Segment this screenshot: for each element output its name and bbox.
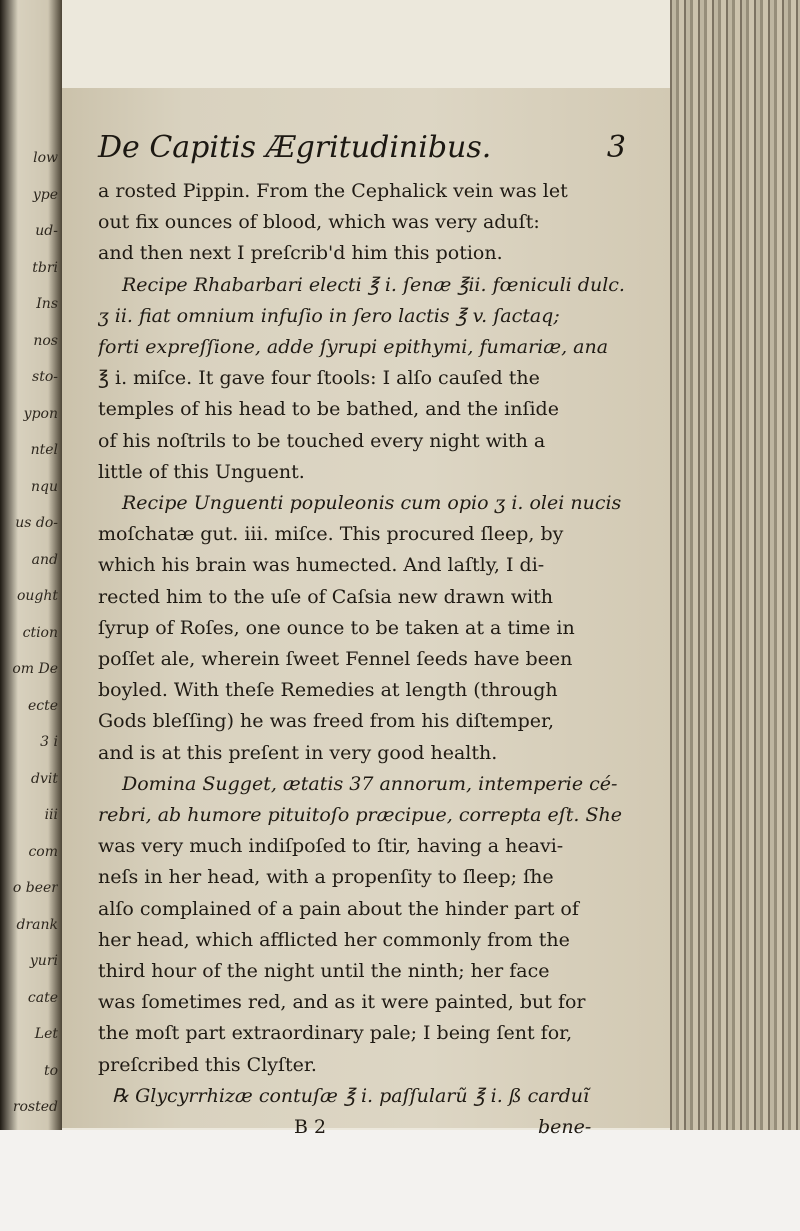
page-stack-edge [670,0,800,1130]
text-line: moſchatæ gut. iii. miſce. This procured ſleep, by [98,523,564,546]
recipe-line: ℞ Glycyrrhizæ contuſæ ℥ i. paſſularũ ℥ i. ß carduĩ [112,1084,590,1107]
case-heading-line: Domina Sugget, ætatis 37 annorum, intemperie cé- [122,772,618,795]
text-line: third hour of the night until the ninth; her face [98,960,550,983]
text-line: was ſometimes red, and as it were painted, but for [98,991,586,1014]
page-footer [98,1112,660,1143]
facing-page-fragment: and [31,551,58,568]
facing-page-fragment: dvit [31,770,58,787]
text-line: temples of his head to be bathed, and the inſide [98,398,559,421]
facing-page-fragment: ypon [23,405,58,422]
page-number: 3 [606,130,626,165]
facing-page-fragment: cate [27,989,58,1006]
running-head-title: De Capitis Ægritudinibus. [98,130,492,165]
facing-page-fragment: nos [33,332,58,349]
facing-page-fragment: yuri [29,953,58,969]
text-line: boyled. With theſe Remedies at length (through [98,679,558,702]
text-line: rected him to the uſe of Caſsia new drawn with [98,585,553,608]
facing-page-fragment: ud- [35,223,58,239]
text-line: was very much indiſpoſed to ſtir, having a heavi- [98,835,564,858]
text-line: ℥ i. miſce. It gave four ſtools: I alſo cauſed the [98,367,540,390]
text-line: poſſet ale, wherein ſweet Fennel ſeeds have been [98,648,573,671]
facing-page-fragment: low [33,150,58,166]
facing-page-fragment: ype [32,186,58,203]
signature-mark: B 2 [294,1116,327,1139]
text-line: Gods bleſſing) he was freed from his diſtemper, [98,710,555,733]
facing-page-fragment: ntel [30,442,58,458]
facing-page-fragment: sto- [32,369,58,385]
facing-page-fragment: Let [34,1026,58,1042]
scan-margin [0,1130,800,1231]
text-line: which his brain was humected. And laſtly, I di- [98,554,545,577]
text-line: out fix ounces of blood, which was very aduſt: [98,211,540,234]
text-line: rebri, ab humore pituitoſo præcipue, correpta eſt. She [98,804,623,827]
facing-page-fragment: tbri [32,259,58,276]
facing-page-fragment: om De [12,661,58,677]
facing-page-edge [0,0,62,1130]
facing-page-fragment: nqu [31,478,58,495]
text-line: little of this Unguent. [98,460,305,483]
facing-page-fragment: ought [16,588,58,604]
text-line: of his noſtrils to be touched every night with a [98,429,546,452]
facing-page-fragment: 3 i [40,734,58,750]
text-line: ſyrup of Roſes, one ounce to be taken at a time in [98,616,575,639]
facing-page-fragment: rosted [12,1099,58,1115]
recipe-line: ʒ ii. fiat omnium infuſio in ſero lactis ℥ v. ſactaq; [98,304,560,327]
facing-page-fragment: ction [22,624,58,641]
facing-page-fragment: drank [16,916,58,933]
text-line: and is at this preſent in very good health. [98,741,498,764]
text-line: the moſt part extraordinary pale; I being ſent for, [98,1022,573,1045]
facing-page-fragment: ecte [27,697,58,714]
text-line: preſcribed this Clyſter. [98,1053,317,1076]
recipe-line: Recipe Rhabarbari electi ℥ i. ſenæ ℥ii. fœniculi dulc. [122,273,625,296]
facing-page-fragment: Ins [36,296,58,312]
recipe-line: Recipe Unguenti populeonis cum opio ʒ i. olei nucis [122,492,622,515]
facing-page-fragment: to [43,1062,58,1079]
facing-page-fragment: iii [44,807,58,823]
facing-page-fragment: o beer [12,880,58,896]
running-head [98,130,638,174]
text-line: and then next I preſcrib'd him this potion. [98,242,503,265]
text-line: neſs in her head, with a propenſity to ſleep; ſhe [98,866,554,889]
text-line: alſo complained of a pain about the hinder part of [98,897,579,920]
text-line: her head, which afflicted her commonly from the [98,928,570,951]
recipe-line: forti expreſſione, adde ſyrupi epithymi, fumariæ, ana [98,336,609,359]
facing-page-fragment: com [28,843,58,860]
catchword: bene- [538,1116,592,1139]
body-text [98,176,660,1143]
text-line: a rosted Pippin. From the Cephalick vein was let [98,180,568,202]
facing-page-fragment: us do- [15,515,58,531]
